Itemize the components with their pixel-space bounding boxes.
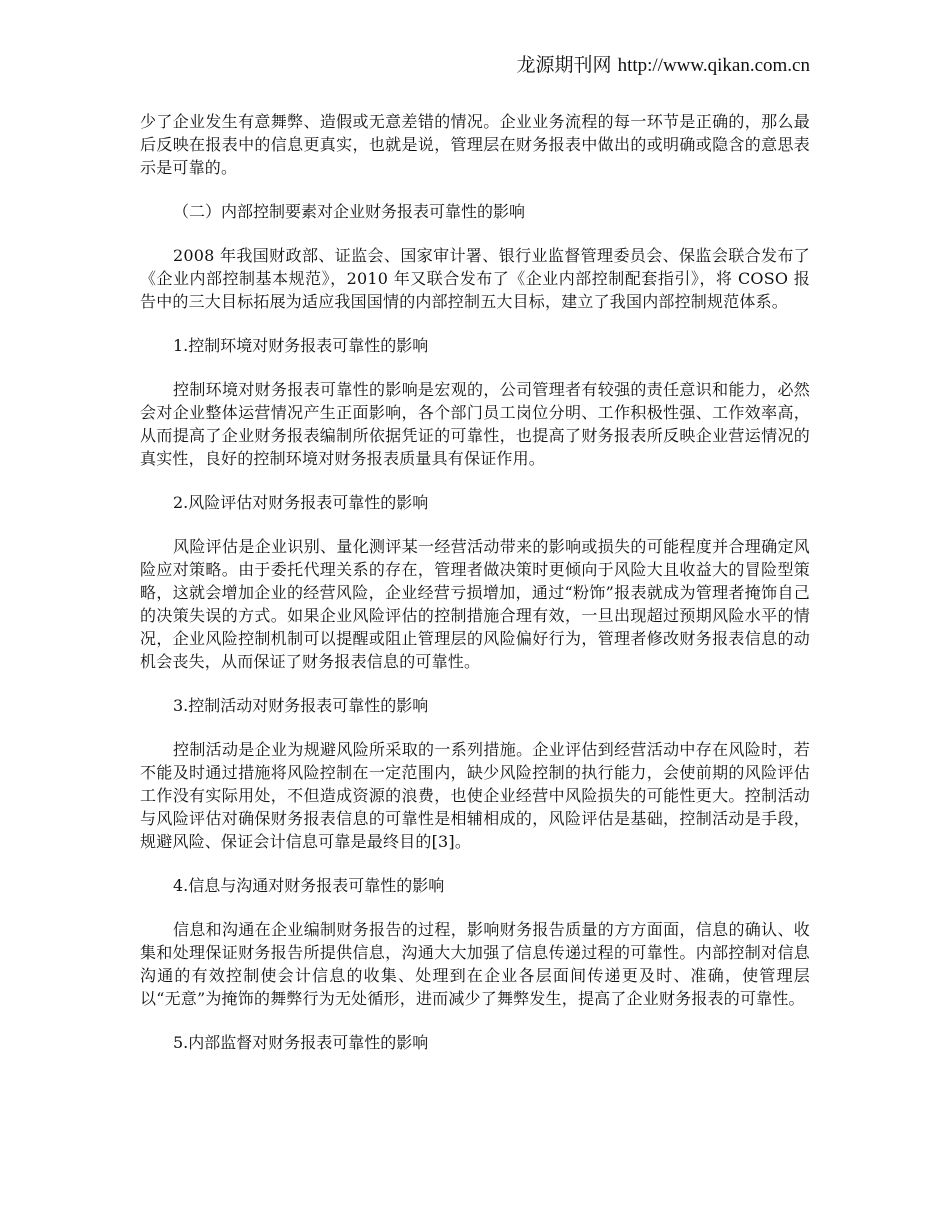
- subsection-heading: 5.内部监督对财务报表可靠性的影响: [173, 1033, 429, 1052]
- subsection-heading: 4.信息与沟通对财务报表可靠性的影响: [173, 876, 445, 895]
- subsection-heading: 1.控制环境对财务报表可靠性的影响: [173, 336, 429, 355]
- paragraph: 控制环境对财务报表可靠性的影响是宏观的，公司管理者有较强的责任意识和能力，必然会对企业整体运营情况产生正面影响，各个部门员工岗位分明、工作积极性强、工作效率高，从而提高了企业财务报表编制所依据凭证的可靠性，也提高了财务报表所反映企业营运情况的真实性，良好的控制环境对财务报表质量具有保证作用。: [140, 380, 810, 468]
- paragraph-continuation: 少了企业发生有意舞弊、造假或无意差错的情况。企业业务流程的每一环节是正确的，那么最后反映在报表中的信息更真实，也就是说，管理层在财务报表中做出的或明确或隐含的意思表示是可靠的。: [140, 112, 810, 177]
- article-body: [140, 110, 810, 1075]
- subsection-heading: 3.控制活动对财务报表可靠性的影响: [173, 696, 429, 715]
- paragraph: 信息和沟通在企业编制财务报告的过程，影响财务报告质量的方方面面，信息的确认、收集和处理保证财务报告所提供信息，沟通大大加强了信息传递过程的可靠性。内部控制对信息沟通的有效控制使会计信息的收集、处理到在企业各层面间传递更及时、准确，使管理层以“无意”为掩饰的舞弊行为无处循形，进而减少了舞弊发生，提高了企业财务报表的可靠性。: [140, 920, 810, 1008]
- paragraph: 风险评估是企业识别、量化测评某一经营活动带来的影响或损失的可能程度并合理确定风险应对策略。由于委托代理关系的存在，管理者做决策时更倾向于风险大且收益大的冒险型策略，这就会增加企业的经营风险，企业经营亏损增加，通过“粉饰”报表就成为管理者掩饰自己的决策失误的方式。如果企业风险评估的控制措施合理有效，一旦出现超过预期风险水平的情况，企业风险控制机制可以提醒或阻止管理层的风险偏好行为，管理者修改财务报表信息的动机会丧失，从而保证了财务报表信息的可靠性。: [140, 537, 810, 671]
- paragraph: 控制活动是企业为规避风险所采取的一系列措施。企业评估到经营活动中存在风险时，若不能及时通过措施将风险控制在一定范围内，缺少风险控制的执行能力，会使前期的风险评估工作没有实际用处，不但造成资源的浪费，也使企业经营中风险损失的可能性更大。控制活动与风险评估对确保财务报表信息的可靠性是相辅相成的，风险评估是基础，控制活动是手段，规避风险、保证会计信息可靠是最终目的[3]。: [140, 740, 810, 851]
- paragraph: 2008 年我国财政部、证监会、国家审计署、银行业监督管理委员会、保监会联合发布了《企业内部控制基本规范》，2010 年又联合发布了《企业内部控制配套指引》，将 COSO 报告中的三大目标拓展为适应我国国情的内部控制五大目标，建立了我国内部控制规范体系。: [140, 246, 810, 311]
- section-heading: （二）内部控制要素对企业财务报表可靠性的影响: [173, 202, 526, 221]
- subsection-heading: 2.风险评估对财务报表可靠性的影响: [173, 493, 429, 512]
- site-name: 龙源期刊网: [516, 55, 612, 76]
- site-url: http://www.qikan.com.cn: [617, 55, 810, 76]
- page-header: [517, 54, 810, 78]
